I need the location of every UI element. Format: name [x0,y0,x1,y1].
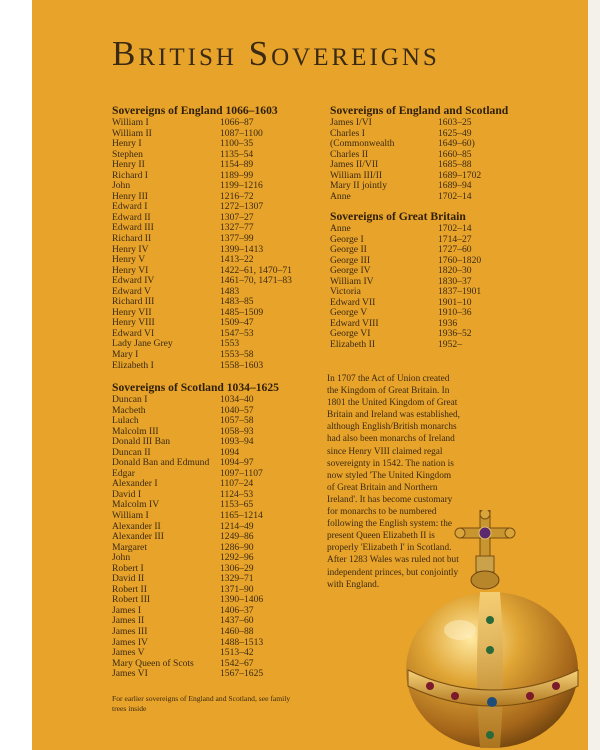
sovereign-row [112,437,312,448]
reign-dates: 1547–53 [220,327,254,339]
sovereign-row [330,340,530,351]
reign-dates: 1135–54 [220,148,254,160]
reign-dates: 1094 [220,446,240,458]
reign-dates: 1306–29 [220,562,254,574]
sovereign-row [112,648,312,659]
sovereign-row [112,490,312,501]
reign-dates: 1760–1820 [438,254,482,266]
sovereign-name: (Commonwealth [330,139,395,150]
sovereign-name: Donald III Ban [112,437,171,448]
sovereign-name: James VI [112,669,148,680]
reign-dates: 1542–67 [220,657,254,669]
sovereign-row [112,171,312,182]
sovereign-name: Anne [330,191,351,202]
sovereign-name: Mary I [112,350,139,361]
sovereign-name: William I [112,118,149,128]
sovereign-row [330,329,530,340]
reign-dates: 1820–30 [438,265,472,277]
sovereign-row [112,160,312,171]
sovereign-row [112,469,312,480]
sovereign-row [112,532,312,543]
reign-dates: 1124–53 [220,488,254,500]
sovereign-row [112,659,312,670]
england-heading: Sovereigns of England 1066–1603 [112,104,278,117]
sovereign-row [112,406,312,417]
reign-dates: 1714–27 [438,233,472,245]
sovereign-name: Edward II [112,212,151,223]
reign-dates: 1094–97 [220,457,254,469]
sovereign-name: George II [330,245,367,256]
reign-dates: 1329–71 [220,573,254,585]
sovereign-name: William III/II [330,170,383,181]
great-britain-list [330,224,530,351]
reign-dates: 1153–65 [220,499,254,511]
reign-dates: 1910–36 [438,307,472,319]
sovereign-name: Edgar [112,468,135,479]
sovereign-name: Duncan II [112,447,151,458]
sovereign-name: Alexander III [112,532,164,543]
sovereign-row [112,150,312,161]
sovereign-name: Richard II [112,234,152,245]
act-of-union-note: In 1707 the Act of Union created the Kingdom of Great Britain. In 1801 the United Kingdom of Great Britain and Ireland was established, although English/British monarchs had also been monarchs of Ireland since Henry VIII claimed regal sovereignty in 1542. The nation is now styled 'The United Kingdom of Great Britain and Northern Ireland'. It has become customary for monarchs to be numbered following the English system: the present Queen Elizabeth II is properly 'Elizabeth I' in Scotland. After 1283 Wales was ruled not but independent princes, but conjointly with England. [327,374,460,590]
reign-dates: 1702–14 [438,190,472,202]
sovereign-row [112,479,312,490]
reign-dates: 1406–37 [220,604,254,616]
sovereign-row [330,150,530,161]
reign-dates: 1189–99 [220,169,254,181]
england-scotland-heading: Sovereigns of England and Scotland [330,104,509,117]
reign-dates: 1437–60 [220,615,254,627]
sovereign-row [112,606,312,617]
reign-dates: 1327–77 [220,222,254,234]
cross-icon [455,510,515,589]
reign-dates: 1685–88 [438,159,472,171]
sovereign-row [112,118,312,129]
sovereign-name: Lulach [112,416,139,427]
reign-dates: 1066–87 [220,117,254,128]
sovereign-row [112,638,312,649]
reign-dates: 1034–40 [220,394,254,405]
sovereign-name: Robert III [112,595,151,606]
sovereign-row [112,234,312,245]
scotland-list [112,395,312,680]
page-title: British Sovereigns [112,34,440,73]
reign-dates: 1603–25 [438,117,472,128]
sovereign-name: Stephen [112,149,143,160]
sovereign-name: George I [330,234,364,245]
sovereign-name: Henry VII [112,307,152,318]
reign-dates: 1399–1413 [220,243,264,255]
sovereign-row [330,192,530,203]
reign-dates: 1649–60) [438,138,475,150]
reign-dates: 1488–1513 [220,636,264,648]
reign-dates: 1286–90 [220,541,254,553]
sovereign-row [330,139,530,150]
reign-dates: 1901–10 [438,296,472,308]
sovereign-row [330,181,530,192]
reign-dates: 1165–1214 [220,510,263,522]
sovereign-row [112,458,312,469]
reign-dates: 1509–47 [220,317,254,329]
reign-dates: 1371–90 [220,583,254,595]
reign-dates: 1307–27 [220,211,254,223]
england-section [112,104,312,371]
sovereign-name: David I [112,489,142,500]
sovereign-name: Edward VI [112,328,155,339]
sovereign-row [112,350,312,361]
england-scotland-list [330,118,530,202]
sovereign-name: Charles II [330,149,369,160]
reign-dates: 1558–1603 [220,359,264,371]
sovereign-name: Henry VIII [112,318,155,329]
sovereign-row [330,287,530,298]
sovereign-row [330,308,530,319]
sovereign-row [112,395,312,406]
reign-dates: 1936 [438,317,458,329]
sovereign-row [112,448,312,459]
sovereign-name: Mary II jointly [330,181,388,192]
sovereign-name: Malcolm III [112,426,159,437]
sovereign-row [112,574,312,585]
sovereign-name: Elizabeth I [112,360,154,371]
sovereign-name: Mary Queen of Scots [112,658,194,669]
reign-dates: 1952– [438,339,462,351]
sovereign-name: Donald Ban and Edmund [112,458,210,469]
england-list [112,118,312,371]
reign-dates: 1413–22 [220,254,254,266]
sovereign-name: Edward V [112,286,151,297]
reign-dates: 1702–14 [438,223,472,234]
sovereign-row [112,564,312,575]
sovereign-row [112,416,312,427]
reign-dates: 1553 [220,338,240,350]
sovereign-name: George V [330,308,368,319]
reign-dates: 1660–85 [438,148,472,160]
sovereign-row [112,192,312,203]
reign-dates: 1377–99 [220,233,254,245]
reign-dates: 1058–93 [220,425,254,437]
reign-dates: 1689–1702 [438,169,482,181]
sovereign-name: George III [330,255,371,266]
sovereign-row [330,277,530,288]
sovereign-name: Edward VIII [330,318,379,329]
reign-dates: 1460–88 [220,626,254,638]
sovereign-name: Lady Jane Grey [112,339,173,350]
great-britain-section [330,210,530,351]
sovereign-row [112,223,312,234]
sovereign-name: Henry II [112,160,145,171]
reign-dates: 1107–24 [220,478,254,490]
reign-dates: 1249–86 [220,531,254,543]
sovereign-row [112,308,312,319]
sovereign-row [330,235,530,246]
sovereign-row [112,511,312,522]
sovereign-name: William IV [330,276,374,287]
reign-dates: 1097–1107 [220,467,263,479]
sovereign-name: James V [112,648,145,659]
sovereign-row [112,318,312,329]
sovereign-row [330,266,530,277]
sovereign-name: Henry IV [112,244,149,255]
sovereign-row [112,616,312,627]
sovereign-row [330,319,530,330]
sovereign-name: George VI [330,329,371,340]
sovereign-row [330,298,530,309]
reign-dates: 1087–1100 [220,127,263,139]
reign-dates: 1272–1307 [220,201,264,213]
sovereign-name: John [112,553,131,564]
reign-dates: 1292–96 [220,552,254,564]
reign-dates: 1483 [220,285,240,297]
sovereign-row [112,500,312,511]
sovereign-name: James I/VI [330,118,372,128]
sovereign-name: Charles I [330,128,365,139]
sovereign-name: Margaret [112,542,147,553]
reign-dates: 1485–1509 [220,306,264,318]
sovereign-row [112,181,312,192]
sovereign-name: Edward VII [330,297,376,308]
reign-dates: 1093–94 [220,436,254,448]
sovereign-name: John [112,181,131,192]
sovereign-name: Edward IV [112,276,155,287]
sovereign-name: Alexander I [112,479,158,490]
sovereign-row [112,522,312,533]
reign-dates: 1936–52 [438,328,472,340]
orb-icon [400,510,586,750]
sovereign-row [112,297,312,308]
reign-dates: 1830–37 [438,275,472,287]
reign-dates: 1727–60 [438,244,472,256]
sovereign-name: Robert I [112,563,144,574]
scotland-section [112,381,312,680]
reign-dates: 1057–58 [220,415,254,427]
sovereign-name: Henry I [112,139,142,150]
sovereign-row [112,585,312,596]
sovereign-name: James II/VII [330,160,379,171]
sovereign-row [112,595,312,606]
sovereign-row [330,224,530,235]
reign-dates: 1422–61, 1470–71 [220,264,292,276]
sovereign-name: Richard I [112,170,148,181]
sovereign-row [112,129,312,140]
sovereign-name: William I [112,511,149,522]
sovereign-name: James I [112,605,142,616]
sovereign-row [330,160,530,171]
sovereign-name: James II [112,616,145,627]
scotland-heading: Sovereigns of Scotland 1034–1625 [112,381,279,394]
sovereign-name: Elizabeth II [330,340,376,351]
sovereign-name: Macbeth [112,405,146,416]
sovereign-name: Henry V [112,255,146,266]
sovereign-name: Edward I [112,202,148,213]
page-margin-left [0,0,32,750]
sovereign-row [112,213,312,224]
sovereign-name: Henry VI [112,265,149,276]
sovereign-row [330,245,530,256]
reign-dates: 1040–57 [220,404,254,416]
sovereign-row [112,627,312,638]
sovereign-row [330,129,530,140]
sovereign-row [112,276,312,287]
sovereign-name: Anne [330,224,351,234]
reign-dates: 1553–58 [220,349,254,361]
reign-dates: 1199–1216 [220,180,263,192]
reign-dates: 1483–85 [220,296,254,308]
sovereign-name: William II [112,128,152,139]
sovereign-row [112,361,312,372]
sovereign-row [112,543,312,554]
sovereign-name: Henry III [112,191,148,202]
footnote: For earlier sovereigns of England and Scotland, see family trees inside [112,694,291,713]
sovereign-row [112,553,312,564]
sovereign-name: Edward III [112,223,154,234]
sovereign-row [112,339,312,350]
sovereign-row [112,329,312,340]
sovereign-row [112,427,312,438]
sovereign-name: George IV [330,266,371,277]
sovereign-name: Robert II [112,584,147,595]
reign-dates: 1837–1901 [438,286,482,298]
reign-dates: 1513–42 [220,647,254,659]
reign-dates: 1390–1406 [220,594,264,606]
sovereign-name: James IV [112,637,148,648]
sovereign-name: Malcolm IV [112,500,160,511]
reign-dates: 1216–72 [220,190,254,202]
reign-dates: 1100–35 [220,138,254,150]
sovereign-row [112,245,312,256]
sovereign-row [330,171,530,182]
sovereign-name: Richard III [112,297,155,308]
sovereign-row [112,139,312,150]
reign-dates: 1154–89 [220,159,254,171]
sovereign-row [112,669,312,680]
sovereign-row [112,202,312,213]
sovereign-name: Victoria [330,287,361,298]
great-britain-heading: Sovereigns of Great Britain [330,210,466,223]
reign-dates: 1689–94 [438,180,472,192]
sovereign-name: Alexander II [112,521,161,532]
sovereign-name: David II [112,574,145,585]
reign-dates: 1461–70, 1471–83 [220,275,292,287]
sovereign-row [112,287,312,298]
sovereign-row [330,118,530,129]
sovereign-row [330,256,530,267]
england-scotland-section [330,104,530,202]
sovereign-name: James III [112,627,148,638]
reign-dates: 1567–1625 [220,668,264,680]
reign-dates: 1214–49 [220,520,254,532]
page-edge-right [588,0,600,750]
sovereign-name: Duncan I [112,395,148,405]
reign-dates: 1625–49 [438,127,472,139]
